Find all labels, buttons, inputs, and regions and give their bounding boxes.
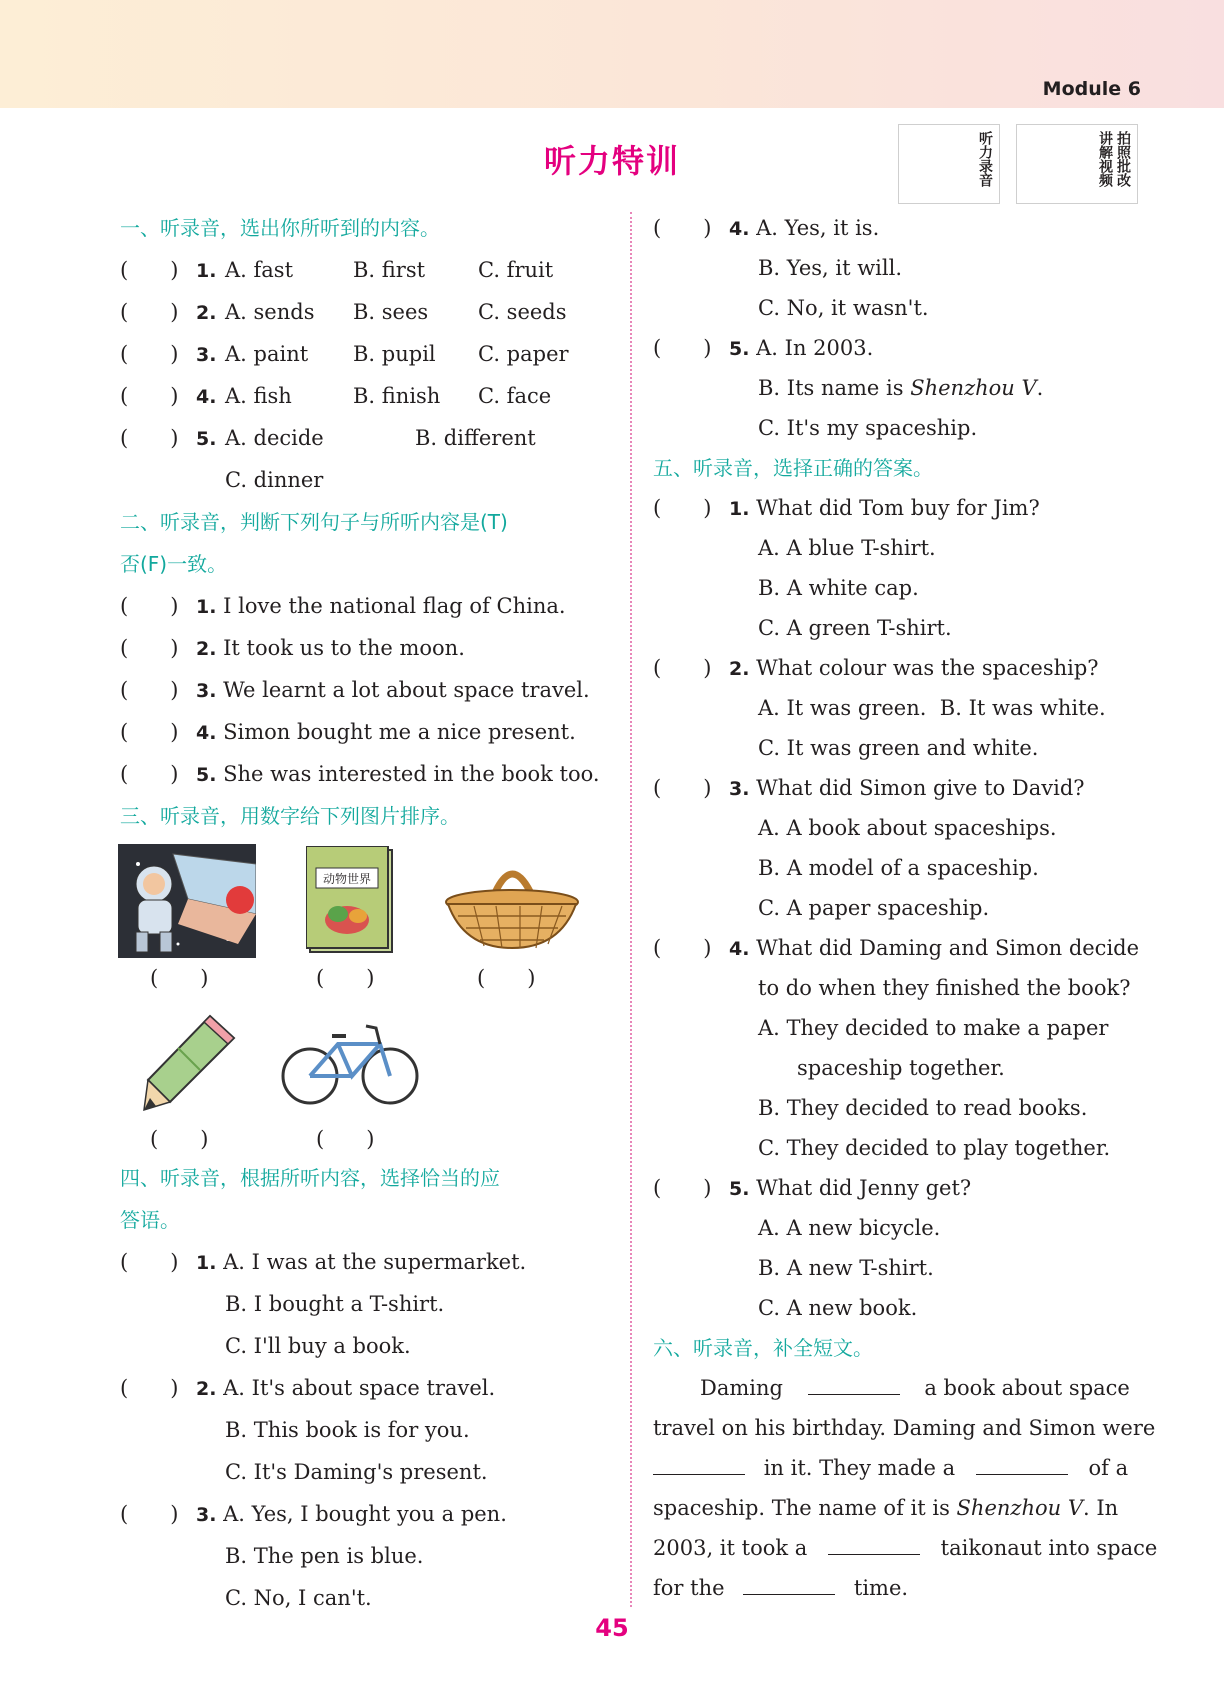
s6-line-1: Daming a book about space: [700, 1376, 1130, 1400]
answer-paren[interactable]: ( ): [120, 426, 179, 450]
section-1-heading: 一、听录音，选出你所听到的内容。: [120, 216, 440, 240]
basket-picture: [444, 856, 580, 952]
column-divider: [630, 212, 632, 1607]
s5-q4-a: A. They decided to make a paper: [758, 1016, 1109, 1040]
s4-q2-c: C. It's Daming's present.: [225, 1460, 488, 1484]
s5-q5-a: A. A new bicycle.: [758, 1216, 941, 1240]
s4-q3-b: B. The pen is blue.: [225, 1544, 424, 1568]
blank-2[interactable]: [653, 1454, 745, 1475]
s5-q2: ( ) 2. What colour was the spaceship?: [653, 656, 1099, 680]
answer-paren[interactable]: ( ): [120, 1502, 179, 1526]
s4-q3: ( ) 3. A. Yes, I bought you a pen.: [120, 1502, 507, 1526]
s4-q4-c: C. No, it wasn't.: [758, 296, 929, 320]
bicycle-picture: [280, 1018, 420, 1108]
s6-line-6: for the time.: [653, 1576, 909, 1600]
s2-q4: ( ) 4. Simon bought me a nice present.: [120, 720, 576, 744]
blank-1[interactable]: [808, 1374, 900, 1395]
s5-q3-b: B. A model of a spaceship.: [758, 856, 1039, 880]
s4-q1-c: C. I'll buy a book.: [225, 1334, 411, 1358]
answer-paren[interactable]: ( ): [653, 776, 712, 800]
s1-q3: ( ) 3. A. paint B. pupil C. paper: [120, 342, 569, 366]
s4-q5: ( ) 5. A. In 2003.: [653, 336, 874, 360]
s5-q4: ( ) 4. What did Daming and Simon decide: [653, 936, 1140, 960]
blank-3[interactable]: [976, 1454, 1068, 1475]
s5-q1-b: B. A white cap.: [758, 576, 919, 600]
s4-q2: ( ) 2. A. It's about space travel.: [120, 1376, 496, 1400]
answer-paren[interactable]: ( ): [653, 656, 712, 680]
s5-q1-c: C. A green T-shirt.: [758, 616, 952, 640]
s5-q1: ( ) 1. What did Tom buy for Jim?: [653, 496, 1040, 520]
s5-q3-a: A. A book about spaceships.: [758, 816, 1057, 840]
module-label: Module 6: [1042, 78, 1141, 100]
s1-q2: ( ) 2. A. sends B. sees C. seeds: [120, 300, 567, 324]
answer-paren[interactable]: ( ): [120, 342, 179, 366]
s2-q3: ( ) 3. We learnt a lot about space travel.: [120, 678, 590, 702]
answer-paren[interactable]: ( ): [653, 936, 712, 960]
s5-q3: ( ) 3. What did Simon give to David?: [653, 776, 1085, 800]
s5-q4-b: B. They decided to read books.: [758, 1096, 1088, 1120]
header-band: [0, 0, 1224, 108]
s2-q2: ( ) 2. It took us to the moon.: [120, 636, 465, 660]
s5-q3-c: C. A paper spaceship.: [758, 896, 990, 920]
qr-label-photo-grading: 拍照批改: [1115, 131, 1131, 187]
picture-2-paren[interactable]: ( ): [316, 966, 375, 990]
answer-paren[interactable]: ( ): [120, 762, 179, 786]
answer-paren[interactable]: ( ): [120, 384, 179, 408]
section-2-heading-cont: 否(F)一致。: [120, 552, 228, 576]
answer-paren[interactable]: ( ): [120, 720, 179, 744]
section-5-heading: 五、听录音，选择正确的答案。: [653, 456, 933, 480]
picture-4-paren[interactable]: ( ): [150, 1127, 209, 1151]
qr-label-listening: 听力录音: [977, 131, 993, 187]
s2-q5: ( ) 5. She was interested in the book too.: [120, 762, 600, 786]
answer-paren[interactable]: ( ): [120, 300, 179, 324]
s4-q1: ( ) 1. A. I was at the supermarket.: [120, 1250, 527, 1274]
answer-paren[interactable]: ( ): [653, 336, 712, 360]
s5-q2-ab: A. It was green. B. It was white.: [758, 696, 1106, 720]
s5-q5: ( ) 5. What did Jenny get?: [653, 1176, 972, 1200]
s5-q5-c: C. A new book.: [758, 1296, 918, 1320]
s4-q1-b: B. I bought a T-shirt.: [225, 1292, 445, 1316]
s5-q1-a: A. A blue T-shirt.: [758, 536, 936, 560]
blank-4[interactable]: [828, 1534, 920, 1555]
s1-q4: ( ) 4. A. fish B. finish C. face: [120, 384, 552, 408]
answer-paren[interactable]: ( ): [120, 678, 179, 702]
section-4-heading-cont: 答语。: [120, 1208, 180, 1232]
s1-q5: ( ) 5. A. decide B. different: [120, 426, 536, 450]
qr-label-video: 讲解视频: [1097, 131, 1113, 187]
s4-q5-b: B. Its name is Shenzhou Ⅴ.: [758, 376, 1044, 400]
book-cover-title: 动物世界: [322, 872, 372, 886]
answer-paren[interactable]: ( ): [120, 594, 179, 618]
s5-q2-c: C. It was green and white.: [758, 736, 1039, 760]
answer-paren[interactable]: ( ): [120, 1376, 179, 1400]
s4-q5-c: C. It's my spaceship.: [758, 416, 978, 440]
blank-5[interactable]: [743, 1574, 835, 1595]
pencil-picture: [140, 1010, 240, 1114]
s5-q4-q-cont: to do when they finished the book?: [758, 976, 1131, 1000]
s4-q4-b: B. Yes, it will.: [758, 256, 903, 280]
picture-5-paren[interactable]: ( ): [316, 1127, 375, 1151]
s6-line-4: spaceship. The name of it is Shenzhou Ⅴ. In: [653, 1496, 1119, 1520]
book-picture: [306, 846, 396, 956]
section-4-heading: 四、听录音，根据所听内容，选择恰当的应: [120, 1166, 500, 1190]
picture-3-paren[interactable]: ( ): [477, 966, 536, 990]
page-title: 听力特训: [543, 142, 680, 180]
s4-q4: ( ) 4. A. Yes, it is.: [653, 216, 880, 240]
page-number: 45: [595, 1614, 629, 1642]
answer-paren[interactable]: ( ): [653, 1176, 712, 1200]
s1-q5-c: C. dinner: [225, 468, 324, 492]
s1-q1: ( ) 1. A. fast B. first C. fruit: [120, 258, 554, 282]
s5-q4-a-cont: spaceship together.: [797, 1056, 1005, 1080]
s6-line-3: in it. They made a of a: [653, 1454, 1128, 1482]
s4-q2-b: B. This book is for you.: [225, 1418, 470, 1442]
answer-paren[interactable]: ( ): [653, 496, 712, 520]
s6-line-2: travel on his birthday. Daming and Simon were: [653, 1416, 1156, 1440]
answer-paren[interactable]: ( ): [120, 636, 179, 660]
section-3-heading: 三、听录音，用数字给下列图片排序。: [120, 804, 460, 828]
section-6-heading: 六、听录音，补全短文。: [653, 1336, 873, 1360]
qr-box-listening[interactable]: [898, 124, 1000, 204]
answer-paren[interactable]: ( ): [120, 1250, 179, 1274]
answer-paren[interactable]: ( ): [120, 258, 179, 282]
s5-q4-c: C. They decided to play together.: [758, 1136, 1111, 1160]
s5-q5-b: B. A new T-shirt.: [758, 1256, 934, 1280]
astronaut-picture: [118, 844, 256, 958]
s2-q1: ( ) 1. I love the national flag of China.: [120, 594, 566, 618]
qr-box-grading[interactable]: [1016, 124, 1138, 204]
picture-1-paren[interactable]: ( ): [150, 966, 209, 990]
section-2-heading: 二、听录音，判断下列句子与所听内容是(T): [120, 510, 508, 534]
answer-paren[interactable]: ( ): [653, 216, 712, 240]
s4-q3-c: C. No, I can't.: [225, 1586, 372, 1610]
s6-line-5: 2003, it took a taikonaut into space: [653, 1536, 1158, 1560]
